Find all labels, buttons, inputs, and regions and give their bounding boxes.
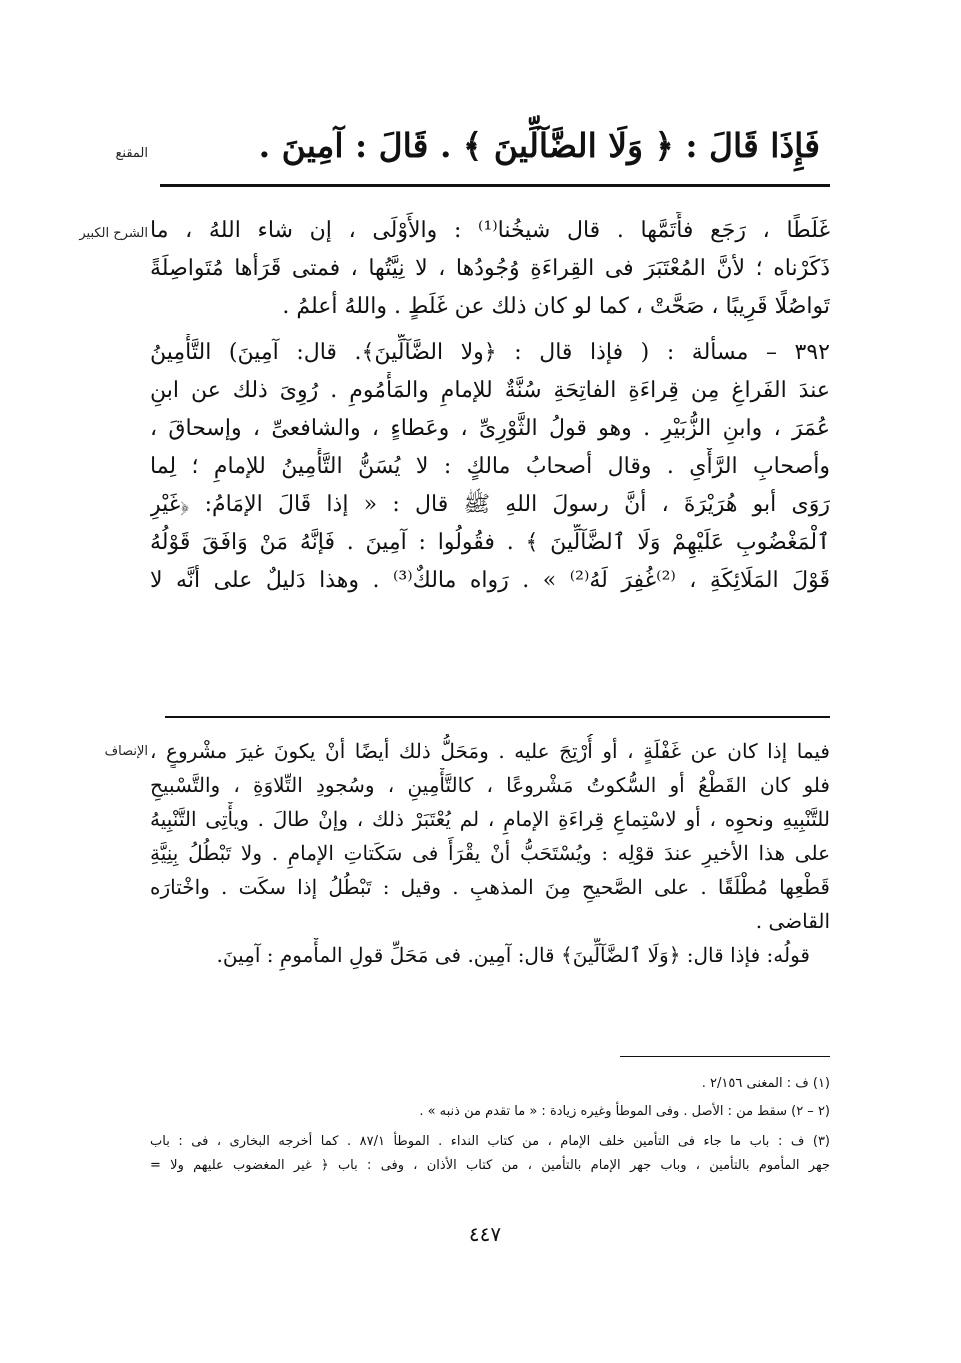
sharh-line: تَواصُلًا قَرِيبًا ، صَحَّتْ ، كما لو كان ذلك عن غَلَطٍ . واللهُ أعلمُ . xyxy=(282,294,830,319)
sharh-line: رَوَى أبو هُرَيْرَةَ ، أنَّ رسولَ اللهِ ﷺ قال : « إذا قَالَ الإمَامُ: ﴿غَيْرِ xyxy=(150,492,830,517)
side-label-sharh: الشرح الكبير xyxy=(79,226,148,241)
side-label-insaf: الإنصاف xyxy=(104,744,148,759)
sharh-line: عُمَرَ ، وابنِ الزُّبَيْرِ . وهو قولُ الثَّوْرِىِّ ، وعَطاءٍ ، والشافعىِّ ، وإسحاقَ ، xyxy=(150,416,830,441)
insaf-text xyxy=(150,734,830,972)
insaf-line: فلو كان القَطْعُ أو السُّكوتُ مَشْروعًا ، كالتَّأْمِينِ ، وسُجودِ التِّلاوَةِ ، والتَّسْبيحِ xyxy=(150,773,830,797)
side-label-mughni: المقنع xyxy=(115,146,148,161)
heading-divider xyxy=(160,184,830,187)
sharh-line: عندَ الفَراغِ مِن قِراءَةِ الفاتِحَةِ سُنَّةٌ للإمامِ والمَأْمُومِ . رُوِىَ ذلك عن ابنِ xyxy=(150,378,830,403)
insaf-line: القاضى . xyxy=(755,909,830,933)
sharh-text xyxy=(150,212,830,600)
sharh-line: ٣٩٢ – مسألة : ( فإذا قال : ﴿ولا الضَّآلِّينَ﴾. قال: آمِينَ) التَّأْمِينُ xyxy=(150,340,830,365)
insaf-line: على هذا الأخيرِ عندَ قوْلِه : ويُسْتَحَبُّ أنْ يقْرَأَ فى سَكَتاتِ الإمامِ . ولا تَبْطُلُ بِنِيَّةِ xyxy=(150,841,830,865)
insaf-line: للتَّنْبِيهِ ونحوِه ، أو لاسْتِماعِ قِراءَةِ الإمامِ ، لم يُعْتَبَرْ ذلك ، وإنْ طالَ . ويأْتِى التَّنْبِيهُ xyxy=(150,807,830,831)
sharh-line: غَلَطًا ، رَجَع فأَتَمَّها . قال شيخُنا⁽¹⁾ : والأَوْلَى ، إن شاء اللهُ ، ما xyxy=(150,218,830,243)
footnotes xyxy=(150,1072,830,1178)
insaf-line: فيما إذا كان عن غَفْلَةٍ ، أو أُرْتِجَ عليه . ومَحَلُّ ذلك أيضًا أنْ يكونَ غيرَ مشْروعٍ ، xyxy=(150,739,830,763)
sharh-line: ٱلْمَغْضُوبِ عَلَيْهِمْ وَلَا ٱلضَّآلِّينَ ﴾ . فقُولُوا : آمِينَ . فَإنَّهُ مَنْ وَافَقَ قَوْلُهُ xyxy=(150,530,830,555)
sharh-line: وأصحابِ الرَّأْىِ . وقال أصحابُ مالكٍ : لا يُسَنُّ التَّأْمِينُ للإمامِ ؛ لِما xyxy=(150,454,830,479)
insaf-line: قَطْعِها مُطْلَقًا . على الصَّحيحِ مِنَ المذهبِ . وقيل : تَبْطُلُ إذا سكَت . واخْتارَه xyxy=(150,875,830,899)
page-number: ٤٤٧ xyxy=(468,1222,502,1246)
mughni-heading: فَإِذَا قَالَ : ﴿ وَلَا الضَّآلِّينَ ﴾ . قَالَ : آمِينَ . xyxy=(258,126,820,165)
sharh-line: قَوْلَ المَلَائِكَةِ ، ⁽²⁾غُفِرَ لَهُ⁽²⁾ » . رَواه مالكٌ⁽³⁾ . وهذا دَليلٌ على أنَّه لا xyxy=(150,568,830,593)
footnote-line: (٢ – ٢) سقط من : الأصل . وفى الموطأ وغيره زيادة : « ما تقدم من ذنبه » . xyxy=(419,1104,830,1119)
footnote-line: جهر المأموم بالتأمين ، وباب جهر الإمام بالتأمين ، من كتاب الأذان ، وفى : باب ﴿ غير المغضوب عليهم ولا = xyxy=(150,1158,830,1173)
insaf-line: قولُه: فإذا قال: ﴿وَلَا ٱلضَّآلِّينَ﴾ قال: آمِين. فى مَحَلِّ قولِ المأْمومِ : آمِينَ. xyxy=(216,943,810,967)
footnote-line: (١) ف : المغنى ٢/١٥٦ . xyxy=(701,1076,830,1091)
footnote-line: (٣) ف : باب ما جاء فى التأمين خلف الإمام ، من كتاب النداء . الموطأ ٨٧/١ . كما أخرجه البخارى ، فى : باب xyxy=(150,1134,830,1149)
sharh-line: ذَكَرْناه ؛ لأنَّ المُعْتَبَرَ فى القِراءَةِ وُجُودُها ، لا نِيَّتُها ، فمتى قَرَأها مُتَواصِلَةً xyxy=(150,256,830,281)
insaf-divider xyxy=(165,716,830,718)
footnote-divider xyxy=(620,1056,830,1057)
